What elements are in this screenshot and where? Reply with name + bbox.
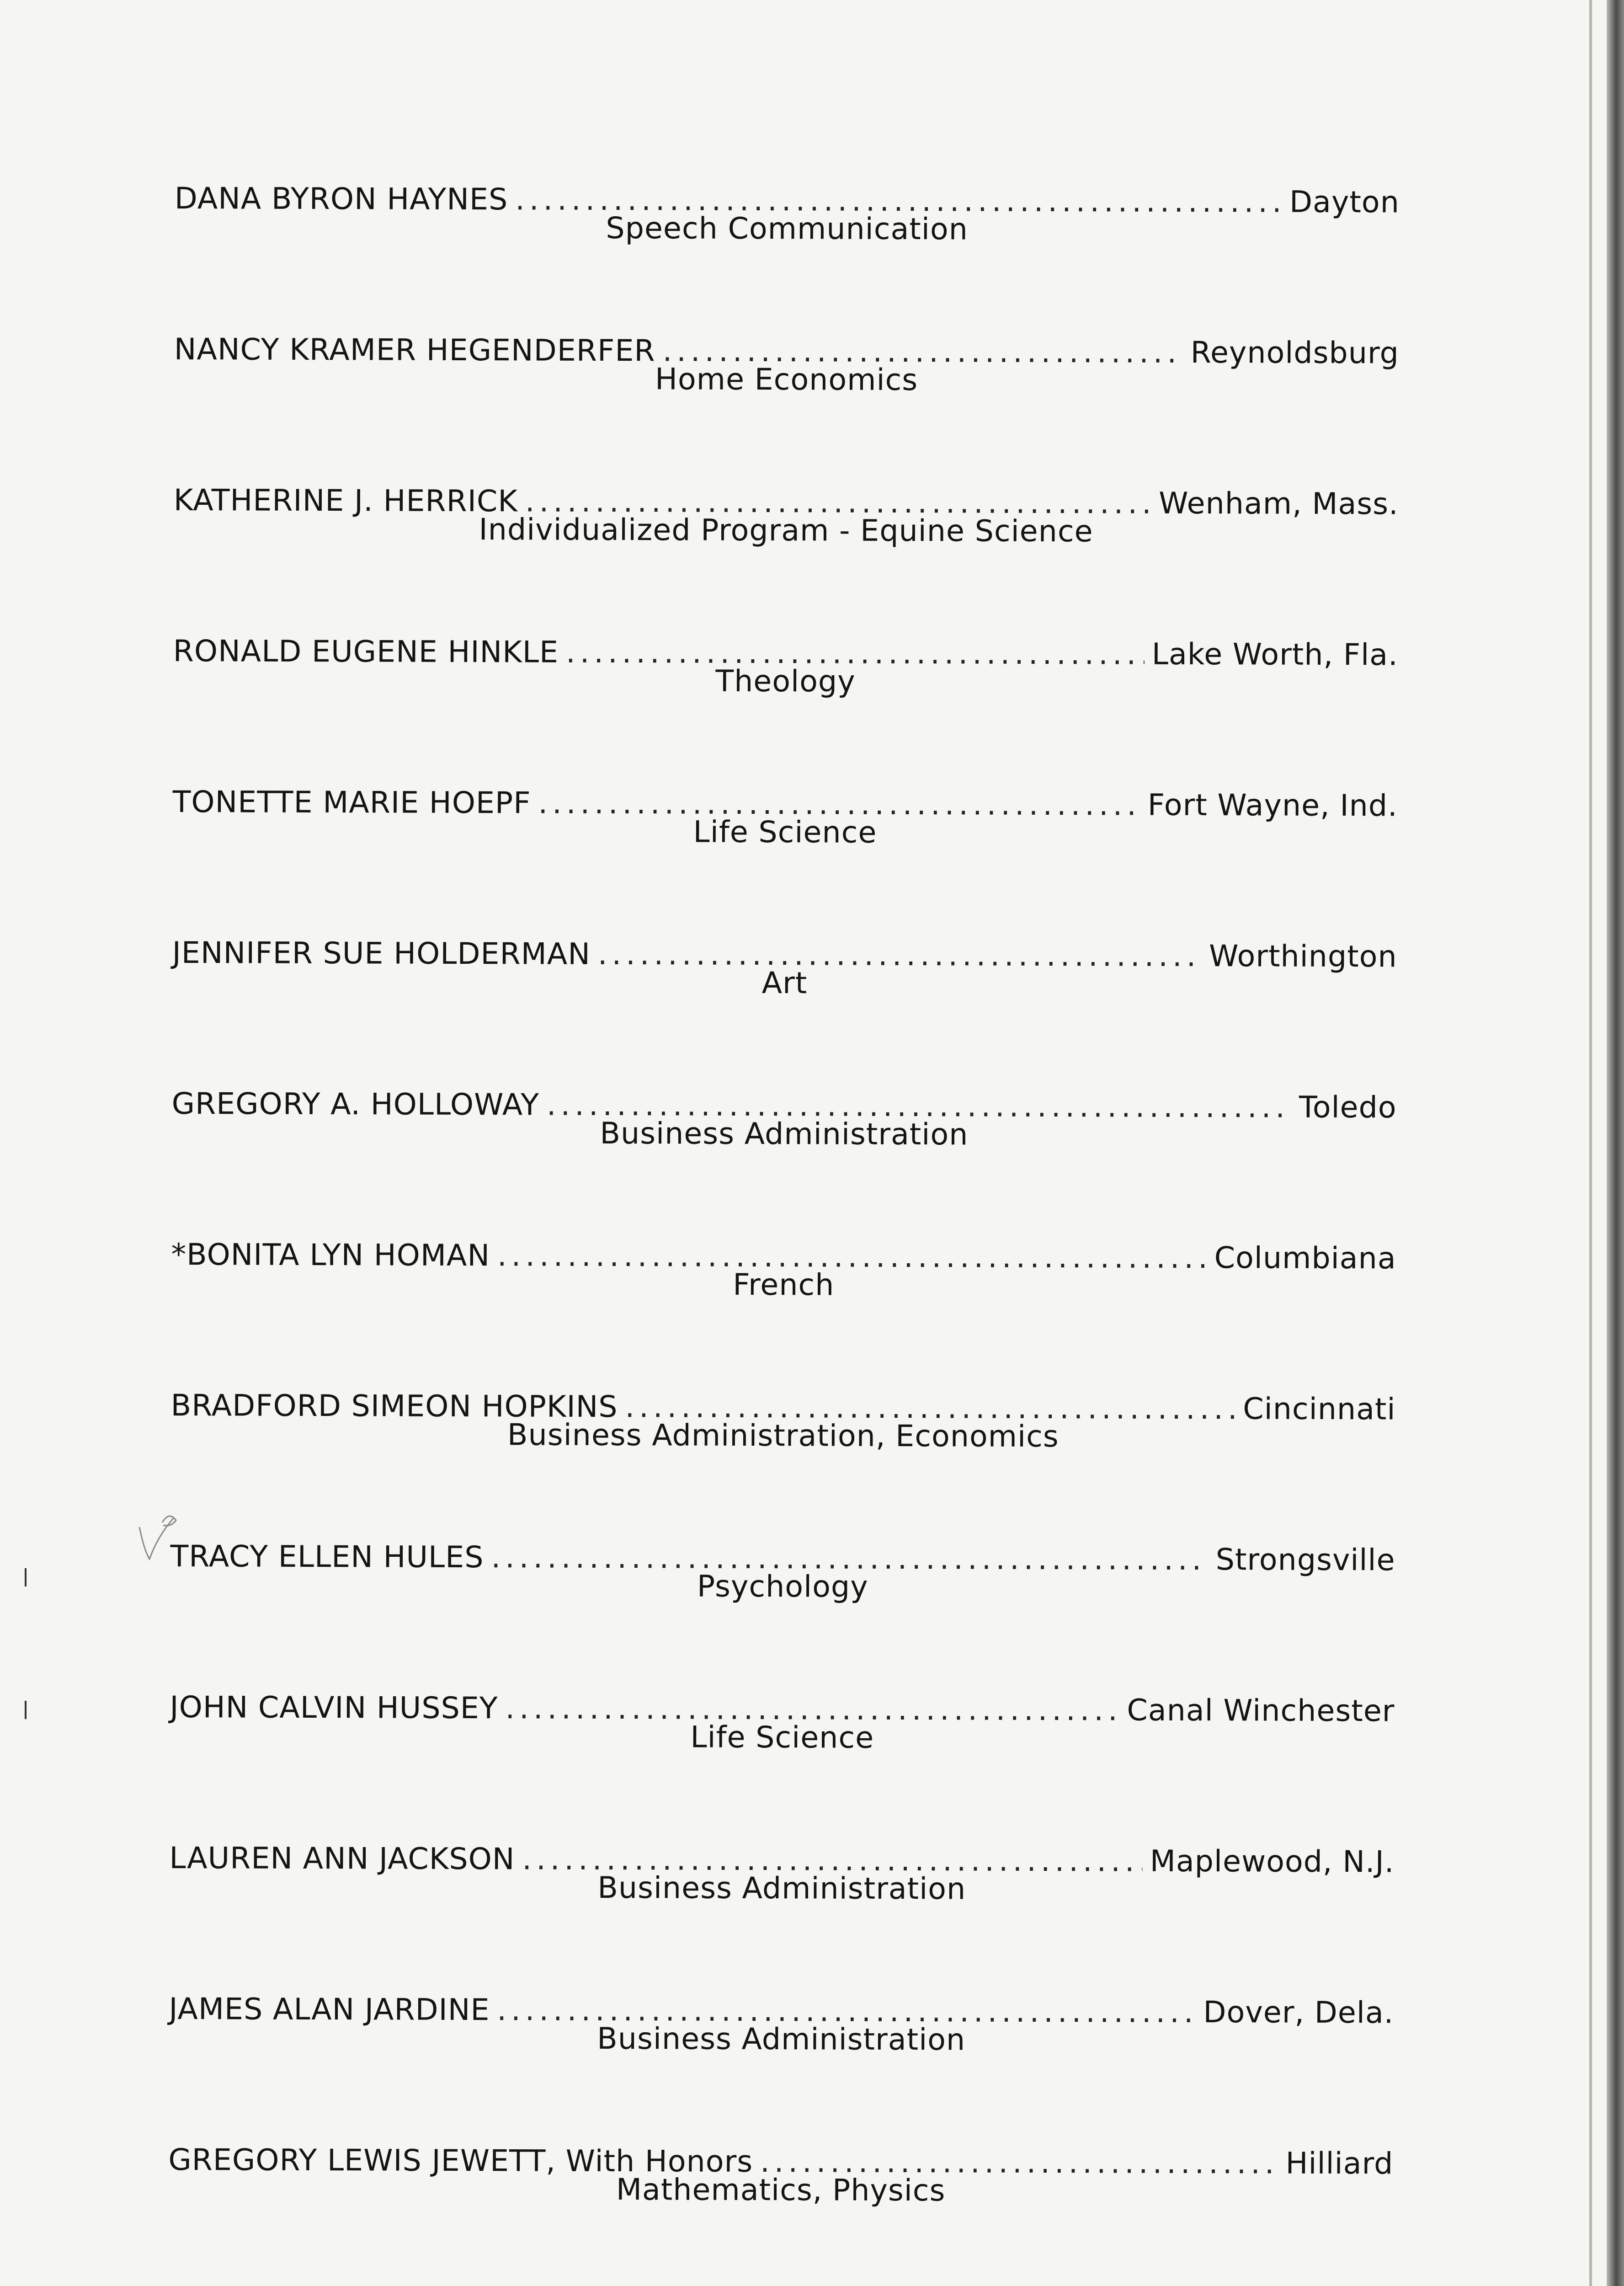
graduate-name: DANA BYRON HAYNES <box>174 181 508 217</box>
graduate-entry <box>171 1234 1396 1389</box>
graduate-list <box>162 178 1400 2286</box>
graduate-entry <box>169 1989 1394 2143</box>
major-field: Art <box>761 966 808 1001</box>
binding-spine <box>1607 0 1624 2286</box>
major-field: Business Administration <box>600 1116 969 1152</box>
graduate-entry <box>173 631 1398 785</box>
graduate-name: RONALD EUGENE HINKLE <box>173 634 559 670</box>
hometown: Hilliard <box>1285 2146 1394 2181</box>
major-field: Business Administration <box>597 2021 966 2057</box>
hometown: Cincinnati <box>1243 1392 1396 1427</box>
graduate-name: NANCY KRAMER HEGENDERFER <box>174 332 655 369</box>
hometown: Maplewood, N.J. <box>1150 1844 1395 1880</box>
major-field: Business Administration <box>597 1870 966 1907</box>
hometown: Columbiana <box>1214 1241 1396 1276</box>
graduate-name: KATHERINE J. HERRICK <box>173 483 518 519</box>
hometown: Lake Worth, Fla. <box>1151 637 1398 673</box>
graduate-entry <box>170 1536 1395 1691</box>
dot-leader <box>598 934 1202 977</box>
major-field: French <box>733 1267 835 1303</box>
hometown: Dayton <box>1289 185 1400 220</box>
dot-leader <box>497 1235 1207 1279</box>
major-field: Business Administration, Economics <box>507 1418 1059 1454</box>
major-field: Psychology <box>697 1569 868 1604</box>
major-field: Home Economics <box>655 362 918 398</box>
margin-tick-mark <box>25 1568 27 1586</box>
hometown: Reynoldsburg <box>1190 335 1399 371</box>
graduate-entry <box>172 782 1398 936</box>
page-edge-line <box>1589 0 1592 2286</box>
graduate-name: JAMES ALAN JARDINE <box>169 1992 490 2028</box>
hometown: Worthington <box>1209 939 1397 974</box>
graduate-entry <box>174 329 1399 484</box>
graduate-entry <box>174 178 1400 333</box>
graduate-name: GREGORY LEWIS JEWETT, With Honors <box>168 2142 753 2179</box>
major-field: Life Science <box>690 1720 874 1755</box>
graduate-entry <box>171 1084 1397 1238</box>
graduate-name: *BONITA LYN HOMAN <box>171 1237 490 1273</box>
graduate-name: GREGORY A. HOLLOWAY <box>171 1086 540 1122</box>
major-field: Mathematics, Physics <box>616 2173 946 2208</box>
hometown: Canal Winchester <box>1127 1693 1395 1729</box>
graduate-name: LAUREN ANN JACKSON <box>169 1841 515 1877</box>
major-field: Speech Communication <box>606 211 968 247</box>
graduate-entry <box>169 1838 1395 1992</box>
graduate-entry <box>173 480 1399 635</box>
graduate-entry <box>170 1687 1395 1842</box>
graduate-name: TRACY ELLEN HULES <box>170 1539 484 1575</box>
hometown: Strongsville <box>1215 1543 1395 1578</box>
major-field: Life Science <box>693 815 877 850</box>
graduate-name: JENNIFER SUE HOLDERMAN <box>172 935 591 972</box>
graduate-name: JOHN CALVIN HUSSEY <box>170 1690 498 1726</box>
margin-tick-mark <box>25 1701 27 1719</box>
graduate-name: BRADFORD SIMEON HOPKINS <box>170 1388 618 1425</box>
graduate-entry <box>170 1385 1396 1540</box>
hometown: Toledo <box>1299 1090 1397 1125</box>
major-field: Individualized Program - Equine Science <box>479 513 1093 549</box>
major-field: Theology <box>715 664 856 699</box>
graduate-name: TONETTE MARIE HOEPF <box>172 785 531 821</box>
hometown: Fort Wayne, Ind. <box>1147 788 1398 823</box>
hometown: Wenham, Mass. <box>1159 486 1399 522</box>
graduate-entry <box>168 2140 1393 2286</box>
graduate-entry <box>172 933 1397 1087</box>
hometown: Dover, Dela. <box>1203 1995 1394 2030</box>
